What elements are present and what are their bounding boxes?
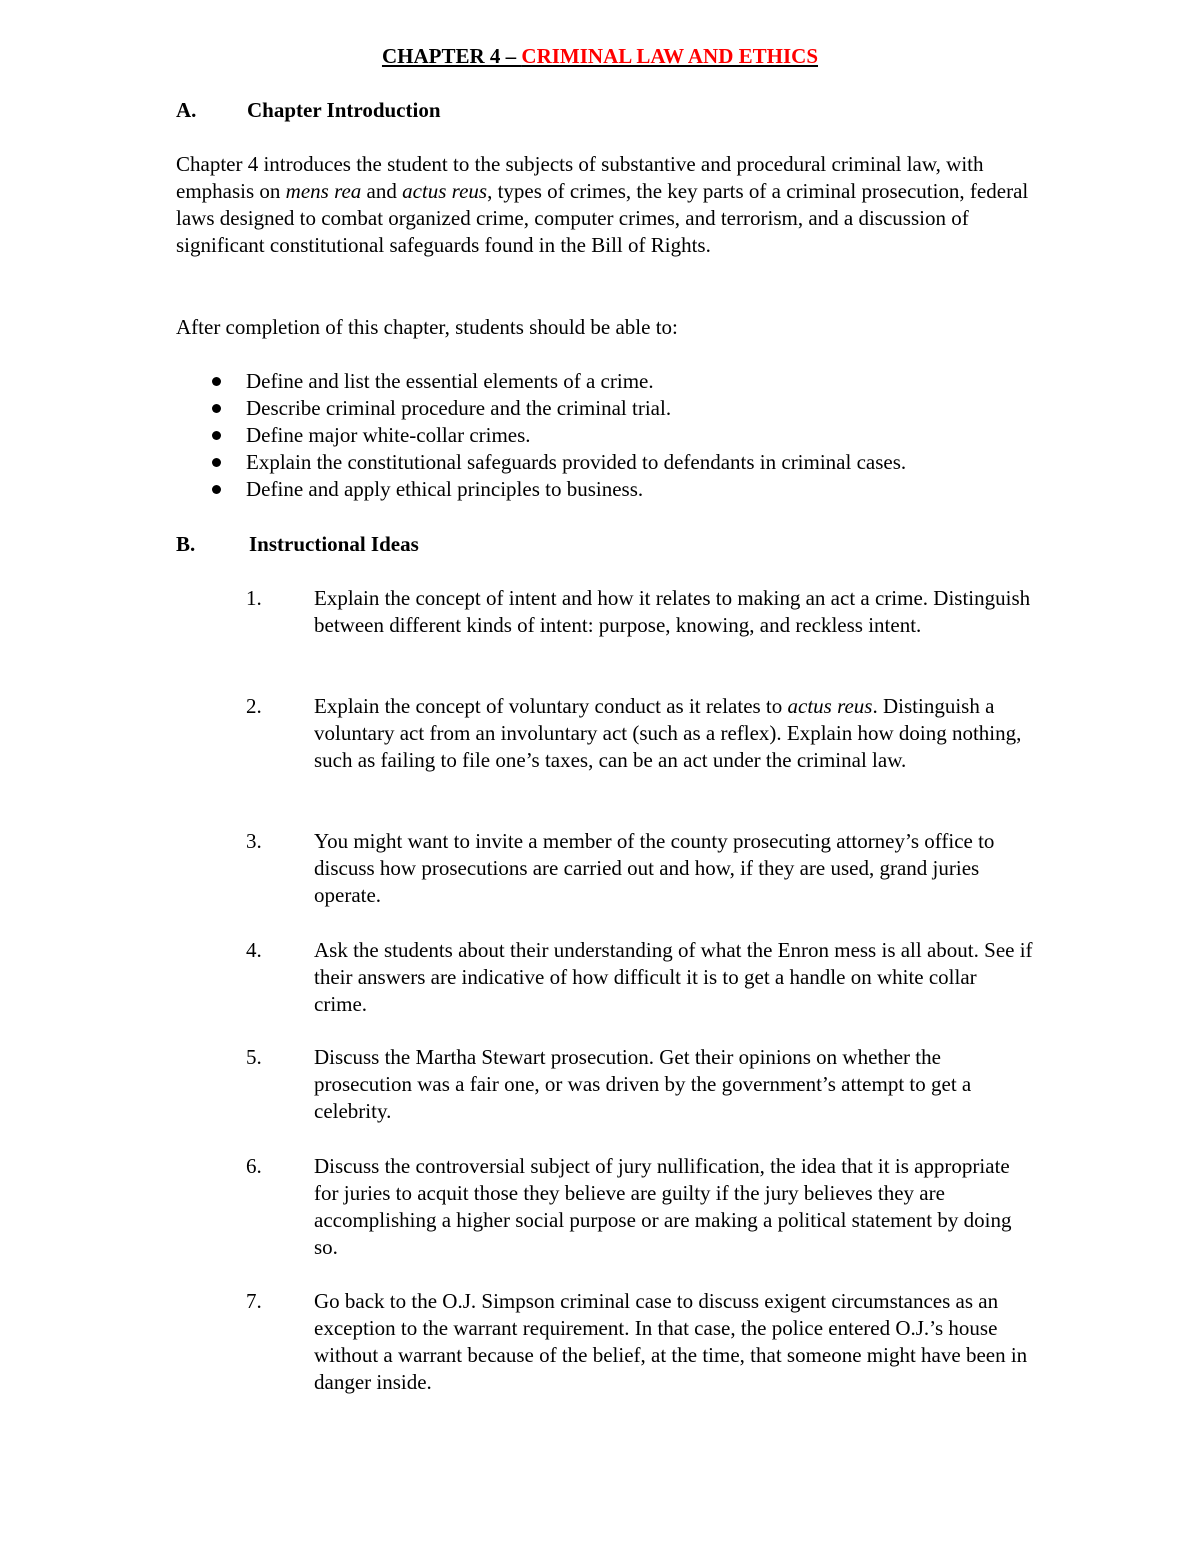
item-text: Discuss the controversial subject of jury nullification, the idea that it is appropriate for juries to acquit those they believe are guilty if the jury believes they are accomplishing a higher social purpose or are making a political statement by doing so. bbox=[314, 1154, 1012, 1259]
item-italic-actus-reus: actus reus bbox=[787, 694, 873, 718]
intro-text-3: , types of crimes, the key parts of a criminal prosecution, federal laws designed to combat organized crime, computer crimes, and terrorism, and a discussion of significant constitutional safeguards found in the Bill of Rights. bbox=[176, 179, 1029, 257]
objective-text: Define and list the essential elements of a crime. bbox=[246, 369, 654, 393]
bullet-icon bbox=[212, 458, 221, 467]
chapter-title-prefix: CHAPTER 4 – bbox=[381, 44, 522, 68]
item-number: 1. bbox=[246, 586, 262, 610]
objective-text: Define major white-collar crimes. bbox=[246, 423, 531, 447]
section-b-letter: B. bbox=[176, 532, 196, 556]
item-number: 4. bbox=[246, 938, 262, 962]
intro-paragraph bbox=[176, 151, 1036, 259]
chapter-title bbox=[0, 43, 1200, 70]
bullet-icon bbox=[212, 404, 221, 413]
item-number: 7. bbox=[246, 1289, 262, 1313]
bullet-icon bbox=[212, 485, 221, 494]
item-text: You might want to invite a member of the county prosecuting attorney’s office to discuss how prosecutions are carried out and how, if they are used, grand juries operate. bbox=[314, 829, 995, 907]
section-a-title: Chapter Introduction bbox=[247, 98, 441, 122]
bullet-icon bbox=[212, 377, 221, 386]
objectives-lead: After completion of this chapter, students should be able to: bbox=[176, 315, 678, 339]
item-number: 3. bbox=[246, 829, 262, 853]
item-number: 6. bbox=[246, 1154, 262, 1178]
objective-text: Describe criminal procedure and the criminal trial. bbox=[246, 396, 672, 420]
intro-text-1: Chapter 4 introduces the student to the subjects of substantive and procedural criminal law, with emphasis on bbox=[176, 152, 984, 203]
item-text: Explain the concept of intent and how it relates to making an act a crime. Distinguish between different kinds of intent: purpose, knowing, and reckless intent. bbox=[314, 586, 1031, 637]
intro-text-2: and bbox=[361, 179, 403, 203]
chapter-title-main: CRIMINAL LAW AND ETHICS bbox=[521, 44, 819, 68]
intro-italic-mens-rea: mens rea bbox=[285, 179, 362, 203]
item-text-post: . Distinguish a voluntary act from an involuntary act (such as a reflex). Explain how doing nothing, such as failing to file one’s taxes, can be an act under the criminal law. bbox=[314, 694, 1022, 772]
item-text-pre: Explain the concept of voluntary conduct as it relates to bbox=[314, 694, 788, 718]
section-a-letter: A. bbox=[176, 98, 197, 122]
item-text bbox=[314, 693, 1034, 774]
objective-text: Explain the constitutional safeguards provided to defendants in criminal cases. bbox=[246, 450, 907, 474]
item-number: 5. bbox=[246, 1045, 262, 1069]
bullet-icon bbox=[212, 431, 221, 440]
item-number: 2. bbox=[246, 694, 262, 718]
item-text: Go back to the O.J. Simpson criminal case to discuss exigent circumstances as an exception to the warrant requirement. In that case, the police entered O.J.’s house without a warrant because of the belief, at the time, that someone might have been in danger inside. bbox=[314, 1289, 1028, 1394]
objective-text: Define and apply ethical principles to business. bbox=[246, 477, 644, 501]
intro-italic-actus-reus: actus reus bbox=[402, 179, 488, 203]
item-text: Discuss the Martha Stewart prosecution. Get their opinions on whether the prosecution was a fair one, or was driven by the government’s attempt to get a celebrity. bbox=[314, 1045, 972, 1123]
section-b-title: Instructional Ideas bbox=[249, 532, 419, 556]
item-text: Ask the students about their understanding of what the Enron mess is all about. See if their answers are indicative of how difficult it is to get a handle on white collar crime. bbox=[314, 938, 1033, 1016]
